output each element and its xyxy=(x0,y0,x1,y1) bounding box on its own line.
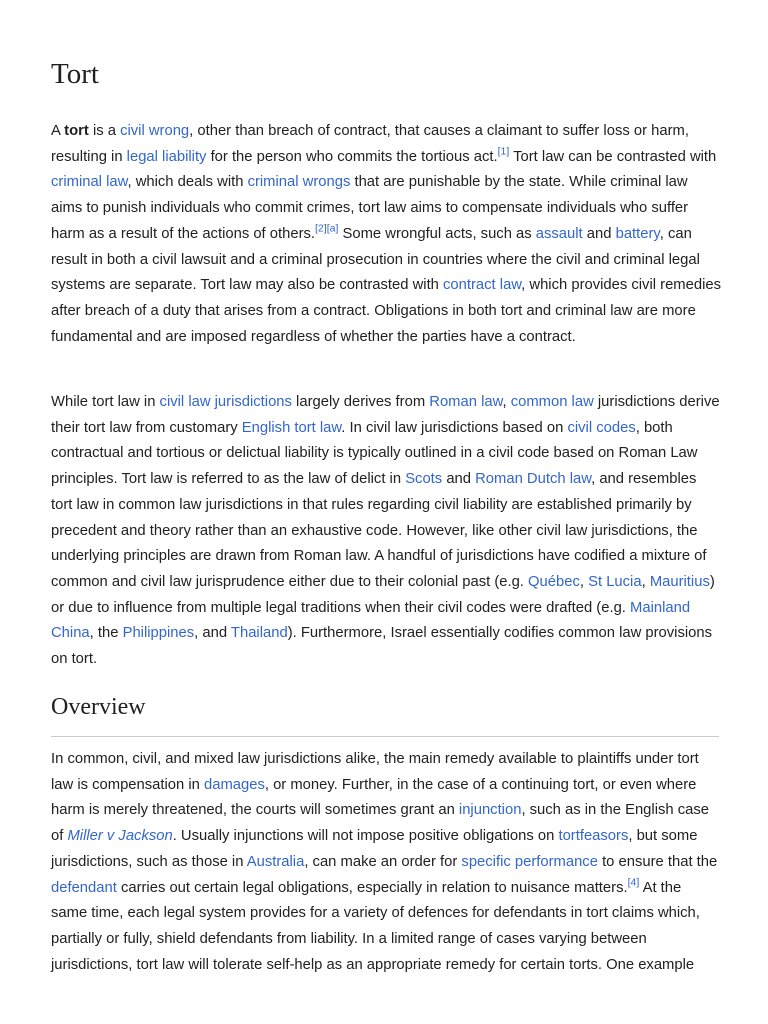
text: , or money. Further, in the case of a continuing tort, or even where harm is merely threatened, the courts will sometimes grant an xyxy=(51,776,697,819)
text: and xyxy=(582,225,616,242)
link-roman-law[interactable]: Roman law xyxy=(429,394,503,410)
heading-divider xyxy=(51,736,719,737)
text: , but some jurisdictions, such as those in xyxy=(51,828,698,870)
text: A xyxy=(51,123,65,139)
note-a[interactable] xyxy=(327,223,339,235)
case-name: Miller v Jackson xyxy=(67,828,173,845)
text: to ensure that the xyxy=(597,853,718,870)
link-battery[interactable]: battery xyxy=(615,225,660,242)
link-roman-dutch-law[interactable]: Roman Dutch law xyxy=(475,471,592,488)
text: Some wrongful acts, such as xyxy=(338,225,536,242)
link-tortfeasors[interactable]: tortfeasors xyxy=(558,828,629,845)
link-common-law[interactable]: common law xyxy=(510,394,594,410)
link-scots[interactable]: Scots xyxy=(405,471,443,488)
text: , which provides civil remedies after breach of a duty that arises from a contract. Obligations in both tort and criminal law are more fundamental and are imposed regardless of whether the parties have a contract. xyxy=(51,277,722,345)
link-contract-law[interactable]: contract law xyxy=(443,277,522,294)
reference-link[interactable]: [4] xyxy=(627,876,640,889)
text: In common, civil, and mixed law jurisdictions alike, the main remedy available to plaintiffs under tort law is compensation in xyxy=(51,751,699,793)
text: largely derives from xyxy=(291,394,430,410)
text: is a xyxy=(88,123,121,139)
page-title: Tort xyxy=(51,58,99,90)
link-criminal-law[interactable]: criminal law xyxy=(51,174,128,191)
term-bold: tort xyxy=(64,123,89,139)
link-mauritius[interactable]: Mauritius xyxy=(649,573,710,590)
link-quebec[interactable]: Québec xyxy=(528,573,580,590)
text: , and xyxy=(194,625,231,642)
link-civil-codes[interactable]: civil codes xyxy=(567,419,636,436)
link-thailand[interactable]: Thailand xyxy=(230,625,288,642)
text: , xyxy=(579,573,589,590)
text: , can result in both a civil lawsuit and a criminal prosecution in countries where the civil and criminal legal systems are separate. Tort law may also be contrasted with xyxy=(51,225,700,294)
text: , xyxy=(502,394,511,410)
text: At the same time, each legal system provides for a variety of defences for defendants in tort claims which, partially or fully, shield defendants from liability. In a limited range of cases varying between jurisdictions, tort law will tolerate self-help as an appropriate remedy for certain torts. One example xyxy=(51,879,700,973)
link-english-tort-law[interactable]: English tort law xyxy=(241,419,342,436)
link-injunction[interactable]: injunction xyxy=(458,802,522,819)
text: and xyxy=(442,471,476,488)
reference-link[interactable]: [1] xyxy=(497,145,510,158)
note-link[interactable]: [a] xyxy=(326,222,339,235)
link-defendant[interactable]: defendant xyxy=(51,879,117,896)
text: carries out certain legal obligations, especially in relation to nuisance matters. xyxy=(116,879,628,896)
reference-link[interactable]: [2] xyxy=(315,222,327,235)
link-civil-wrong[interactable]: civil wrong xyxy=(120,123,190,139)
intro-paragraph xyxy=(51,119,721,350)
reference-1[interactable] xyxy=(498,145,510,157)
link-criminal-wrongs[interactable]: criminal wrongs xyxy=(247,174,351,191)
text: , the xyxy=(89,625,123,642)
text: , both contractual and tortious or delictual liability is typically outlined in a civil code based on Roman Law principles. Tort law is referred to as the law of delict in xyxy=(51,419,698,488)
link-mainland-china[interactable]: Mainland China xyxy=(51,599,691,642)
text: that are punishable by the state. While criminal law aims to punish individuals who commit crimes, tort law aims to compensate individuals who suffer harm as a result of the actions of others. xyxy=(51,174,689,242)
link-civil-law-jurisdictions[interactable]: civil law jurisdictions xyxy=(159,394,292,410)
overview-paragraph xyxy=(51,747,721,978)
link-miller-v-jackson[interactable] xyxy=(67,828,172,844)
link-st-lucia[interactable]: St Lucia xyxy=(588,573,642,590)
jurisdictions-paragraph xyxy=(51,390,721,673)
link-legal-liability[interactable]: legal liability xyxy=(126,148,207,165)
link-australia[interactable]: Australia xyxy=(246,853,305,870)
reference-2[interactable] xyxy=(315,223,327,235)
text: , other than breach of contract, that causes a claimant to suffer loss or harm, resulting in xyxy=(51,123,689,165)
text: , and resembles tort law in common law jurisdictions in that rules regarding civil liability are established primarily by precedent and theory rather than an exhaustive code. However, like other civil law jurisdictions, the underlying principles are drawn from Roman law. A handful of jurisdictions have codified a mixture of common and civil law jurisprudence either due to their colonial past (e.g. xyxy=(51,471,707,590)
text: ). Furthermore, Israel essentially codifies common law provisions on tort. xyxy=(51,625,713,668)
text: Tort law can be contrasted with xyxy=(509,148,717,165)
text: , xyxy=(641,573,650,590)
text: , such as in the English case of xyxy=(51,802,709,845)
text: ) or due to influence from multiple legal traditions when their civil codes were drafted (e.g. xyxy=(51,573,715,616)
link-philippines[interactable]: Philippines xyxy=(122,625,195,642)
text: . In civil law jurisdictions based on xyxy=(341,419,568,436)
text: jurisdictions derive their tort law from customary xyxy=(51,394,720,436)
link-damages[interactable]: damages xyxy=(203,776,265,793)
text: , can make an order for xyxy=(304,853,462,870)
link-assault[interactable]: assault xyxy=(535,225,583,242)
reference-4[interactable] xyxy=(628,876,640,888)
link-specific-performance[interactable]: specific performance xyxy=(461,853,598,870)
text: for the person who commits the tortious act. xyxy=(206,148,498,165)
text: . Usually injunctions will not impose positive obligations on xyxy=(172,828,559,845)
text: , which deals with xyxy=(127,174,248,191)
text: While tort law in xyxy=(51,394,160,410)
section-heading-overview: Overview xyxy=(51,694,146,720)
